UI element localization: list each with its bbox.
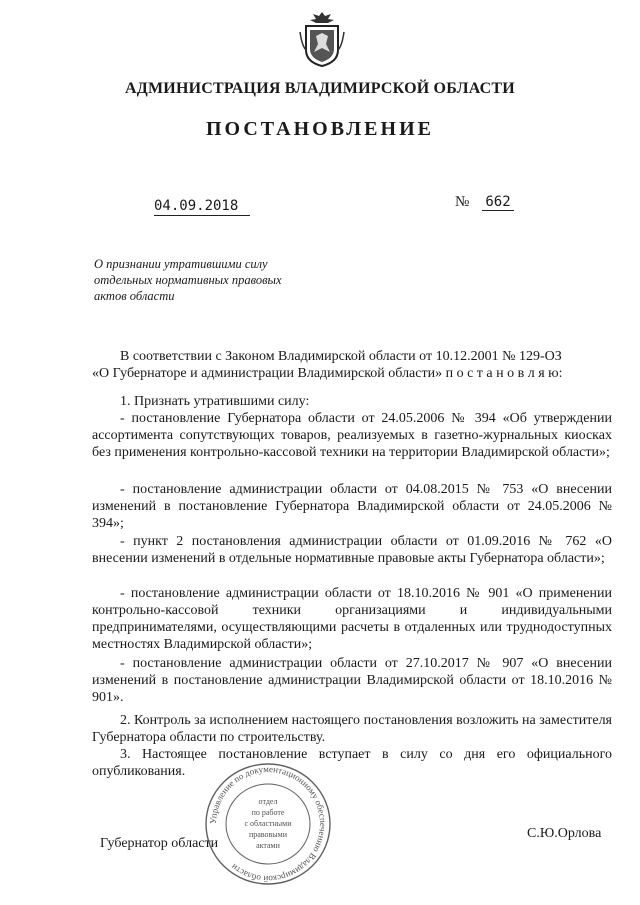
subject-line: отдельных нормативных правовых — [94, 273, 282, 287]
stamp-line: отдел — [258, 797, 278, 806]
paragraph-preamble-line-1: В соответствии с Законом Владимирской области от 10.12.2001 № 129-ОЗ — [120, 349, 562, 364]
stamp-line: правовыми — [248, 830, 288, 839]
stamp-ring-text: Управление по документационному обеспечению Владимирской области — [207, 763, 329, 885]
paragraph-preamble-line-2: «О Губернаторе и администрации Владимирской области» п о с т а н о в л я ю: — [92, 366, 563, 381]
paragraph-repeal-2: - постановление администрации области от 04.08.2015 № 753 «О внесении изменений в постановление Губернатора Владимирской области от 24.05.2006 № 394»; — [92, 482, 612, 531]
document-number: 662 — [482, 194, 514, 211]
document-type: ПОСТАНОВЛЕНИЕ — [206, 118, 434, 140]
document-date: 04.09.2018 — [154, 198, 250, 216]
stamp-line: актами — [256, 841, 280, 850]
document-subject — [94, 256, 294, 304]
paragraph-item-1: 1. Признать утратившими силу: — [120, 394, 310, 409]
signer-name: С.Ю.Орлова — [527, 826, 602, 841]
agency-name: АДМИНИСТРАЦИЯ ВЛАДИМИРСКОЙ ОБЛАСТИ — [125, 80, 515, 97]
stamp-line: по работе — [251, 808, 285, 817]
paragraph-item-3: 3. Настоящее постановление вступает в силу со дня его официального опубликования. — [92, 747, 612, 779]
coat-of-arms-icon — [298, 10, 346, 68]
paragraph-repeal-3: - пункт 2 постановления администрации области от 01.09.2016 № 762 «О внесении изменений в отдельные нормативные правовые акты Губернатора области»; — [92, 534, 612, 566]
subject-line: актов области — [94, 289, 175, 303]
paragraph-item-2: 2. Контроль за исполнением настоящего постановления возложить на заместителя Губернатора области по строительству. — [92, 713, 612, 745]
subject-line: О признании утратившими силу — [94, 257, 268, 271]
stamp-line: с областными — [244, 819, 292, 828]
round-stamp — [200, 760, 336, 888]
paragraph-repeal-4: - постановление администрации области от 18.10.2016 № 901 «О применении контрольно-кассовой техники организациями и индивидуальными предпринимателями, осуществляющими расчеты в отдаленных или труднодоступных местностях Владимирской области»; — [92, 586, 612, 652]
paragraph-repeal-1: - постановление Губернатора области от 24.05.2006 № 394 «Об утверждении ассортимента сопутствующих товаров, реализуемых в газетно-журнальных киосках без применения контрольно-кассовой техники на территории Владимирской области»; — [92, 411, 612, 460]
paragraph-repeal-5: - постановление администрации области от 27.10.2017 № 907 «О внесении изменений в постановление администрации Владимирской области от 18.10.2016 № 901». — [92, 656, 612, 705]
signer-title: Губернатор области — [100, 836, 219, 851]
number-label: № — [455, 194, 470, 210]
